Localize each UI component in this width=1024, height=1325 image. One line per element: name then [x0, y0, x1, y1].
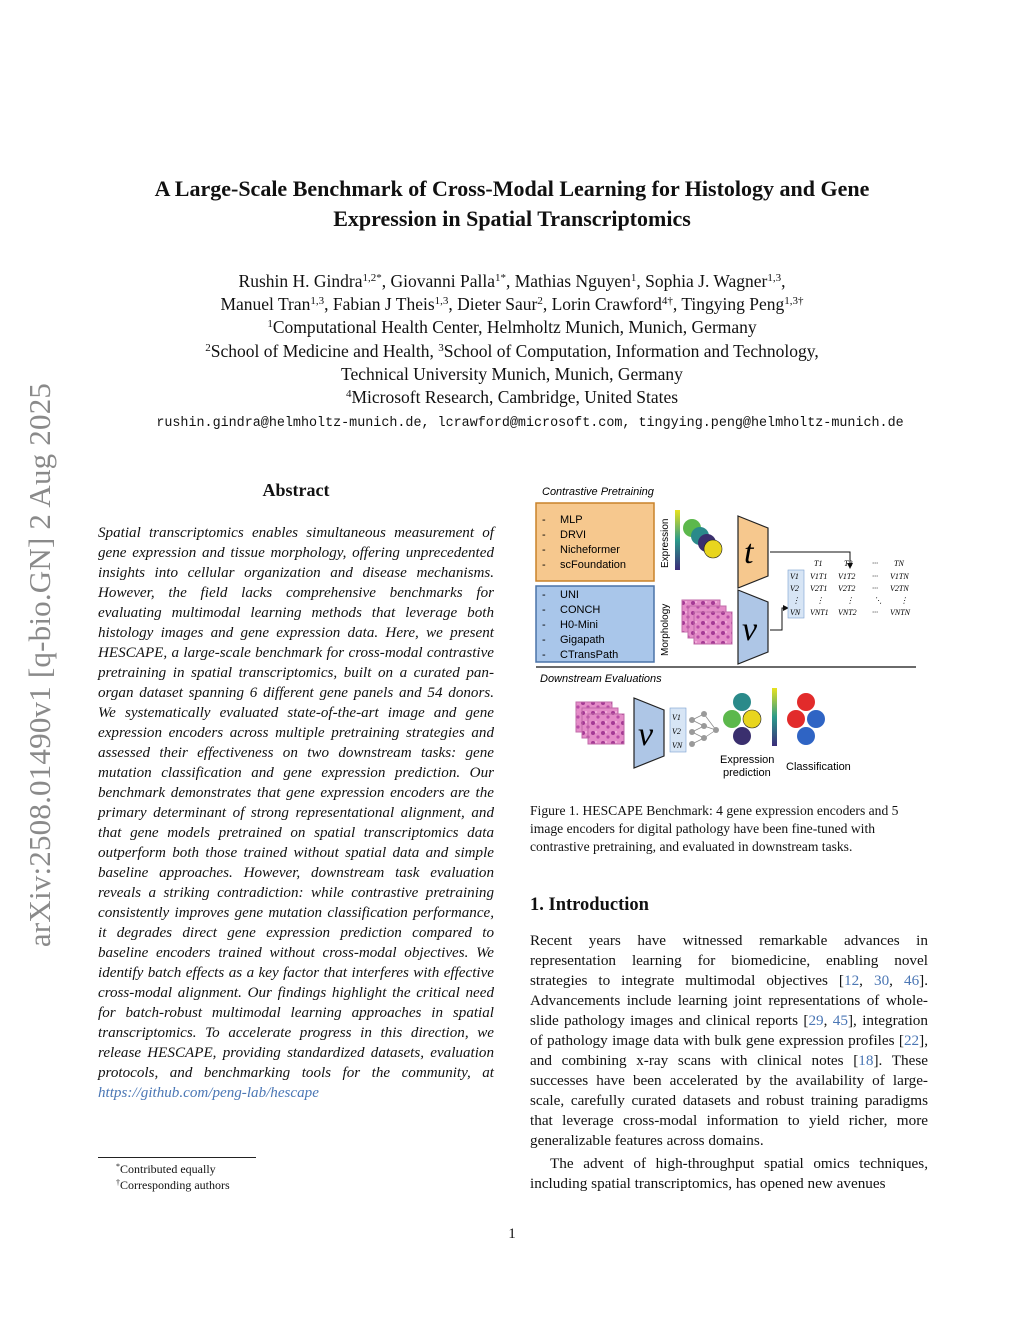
- author-name: Giovanni Palla: [390, 271, 495, 291]
- gene-bullet: -: [542, 529, 546, 541]
- author-name: Rushin H. Gindra: [238, 271, 363, 291]
- mlp-node: [689, 729, 695, 735]
- figure-1-caption: Figure 1. HESCAPE Benchmark: 4 gene expression encoders and 5 image encoders for digital pathology have been fine-tuned with contrastive pretraining, and evaluated in downstream tasks.: [530, 803, 899, 854]
- class-circle: [797, 693, 815, 711]
- affiliation-4: $^4$Microsoft Research, Cambridge, United States: [345, 387, 679, 408]
- v-arrow: [770, 608, 788, 630]
- citation-link[interactable]: 30: [873, 972, 890, 989]
- expression-prediction-label-2: prediction: [723, 767, 771, 779]
- author-name: Dieter Saur: [457, 294, 538, 315]
- tissue-patch: [694, 612, 732, 644]
- author-name: Fabian J Theis: [332, 294, 435, 315]
- citation-link[interactable]: 12: [843, 972, 860, 989]
- image-encoder-item: CTransPath: [560, 649, 619, 661]
- prediction-colorbar: [772, 688, 777, 746]
- image-encoder-item: CONCH: [560, 604, 601, 616]
- gene-encoder-item: scFoundation: [560, 559, 627, 571]
- matrix-cell: ···: [872, 608, 878, 617]
- downstream-evaluations-label: Downstream Evaluations: [540, 673, 662, 685]
- matrix-col-header: ···: [872, 559, 878, 568]
- gene-bullet: -: [542, 559, 546, 571]
- title-line-2: Expression in Spatial Transcriptomics: [333, 206, 691, 231]
- image-encoder-item: H0-Mini: [560, 619, 598, 631]
- author-affil: 1: [630, 272, 637, 284]
- gene-encoder-item: MLP: [560, 514, 583, 526]
- image-bullet: -: [542, 619, 546, 631]
- author-mark: *: [500, 272, 506, 284]
- expression-prediction-label-1: Expression: [720, 754, 775, 766]
- author-name: Manuel Tran: [220, 294, 311, 315]
- matrix-row-header: V2: [790, 584, 799, 593]
- intro-paragraph-1: Recent years have witnessed remarkable advances in representation learning for biomedicine, enabling novel strategies to integrate multimodal objectives [12, 30, 46]. Advancements include learning joint representations of whole-slide pathology images and clinical reports [29, 45], integration of pathology image data with bulk gene expression profiles [22], and combining x-ray scans with clinical notes [18]. These successes have been accelerated by the availability of large-scale, carefully curated datasets and robust training paradigms that leverage cross-modal information to yield richer, more generalizable features across domains.: [530, 932, 929, 1149]
- matrix-col-header: T2: [844, 559, 853, 568]
- image-bullet: -: [542, 589, 546, 601]
- matrix-cell: V1T2: [838, 572, 856, 581]
- embedding-entry: V1: [672, 713, 681, 722]
- t-arrow: [770, 552, 853, 568]
- citation-link[interactable]: 45: [832, 1012, 848, 1029]
- downstream-v-label: v: [638, 716, 654, 753]
- author-block: [100, 270, 924, 409]
- footnote-2: †Corresponding authors: [116, 1178, 230, 1192]
- matrix-row-header: V1: [790, 572, 799, 581]
- footnotes: [116, 1161, 230, 1193]
- citation-link[interactable]: 46: [903, 972, 920, 989]
- arxiv-sidebar: [12, 355, 68, 975]
- citation-link[interactable]: 18: [858, 1052, 874, 1069]
- gene-encoder-item: Nicheformer: [560, 544, 620, 556]
- matrix-cell: ···: [872, 572, 878, 581]
- affiliation-1: $^1$Computational Health Center, Helmholtz Munich, Munich, Germany: [267, 317, 757, 338]
- prediction-circle: [733, 727, 751, 745]
- abstract-text: Spatial transcriptomics enables simultaneous measurement of gene expression and tissue morphology, offering unprecedented insights into cellular organization and disease mechanisms. However, the field lacks comprehensive benchmarks for evaluating multimodal learning methods that leverage both histology images and gene expression data. Here, we present HESCAPE, a large-scale benchmark for cross-modal contrastive pretraining in spatial transcriptomics, built on a curated pan-organ dataset spanning 6 different gene panels and 54 donors. We systematically evaluated state-of-the-art image and gene expression encoders across multiple pretraining strategies and assessed their effectiveness on two downstream tasks: gene mutation classification and gene expression prediction. Our benchmark demonstrates that gene expression encoders are the primary determinant of strong representational alignment, and that gene models pretrained on spatial transcriptomics data outperform both those trained without spatial data and simple baseline approaches. However, downstream task evaluation reveals a striking contradiction: while contrastive pretraining consistently improves gene mutation classification performance, it degrades direct gene expression prediction compared to baseline encoders trained without cross-modal objectives. We identify batch effects as a key factor that interferes with effective cross-modal alignment. Our findings highlight the critical need for batch-robust multimodal learning approaches in spatial transcriptomics. To accelerate progress in this direction, we release HESCAPE, providing standardized datasets, evaluation protocols, and benchmarking tools for the community, at: [98, 525, 494, 1081]
- footnote-1: *Contributed equally: [116, 1162, 216, 1176]
- mlp-node: [701, 723, 707, 729]
- author-affil: 1,2: [362, 272, 377, 284]
- image-bullet: -: [542, 604, 546, 616]
- author-affil: 1,3: [784, 295, 799, 308]
- gene-bullet: -: [542, 544, 546, 556]
- author-affil: 1,3: [310, 295, 325, 308]
- morphology-axis-label: Morphology: [660, 603, 671, 656]
- downstream-tissue-patch: [588, 714, 624, 744]
- matrix-col-header: T1: [814, 559, 823, 568]
- author-name: Mathias Nguyen: [514, 271, 631, 291]
- mlp-node: [713, 727, 719, 733]
- author-affil: 1,3: [434, 295, 449, 308]
- image-encoder-item: Gigapath: [560, 634, 605, 646]
- expression-axis-label: Expression: [660, 518, 671, 568]
- prediction-circle: [733, 693, 751, 711]
- abstract-heading: Abstract: [262, 480, 330, 500]
- page-number: 1: [508, 1226, 516, 1242]
- affiliation-3-cont: Technical University Munich, Munich, Germany: [341, 363, 683, 384]
- author-line-1: Rushin H. Gindra$^{1,2*}$, Giovanni Palla$^{1*}$, Mathias Nguyen$^1$, Sophia J. Wagner$^{1,3}$,: [238, 271, 786, 291]
- matrix-cell: VNT2: [838, 608, 857, 617]
- paper-title: [100, 174, 924, 234]
- encoder-v-label: v: [742, 611, 758, 648]
- matrix-cell: ⋮: [846, 596, 854, 605]
- matrix-col-header: TN: [894, 559, 904, 568]
- citation-link[interactable]: 22: [903, 1032, 920, 1049]
- class-circle: [807, 710, 825, 728]
- matrix-cell: V1TN: [890, 572, 909, 581]
- expression-colorbar: [675, 510, 680, 570]
- mlp-node: [701, 735, 707, 741]
- matrix-cell: ⋮: [816, 596, 824, 605]
- matrix-cell: VNT1: [810, 608, 829, 617]
- image-bullet: -: [542, 649, 546, 661]
- intro-paragraph-2: The advent of high-throughput spatial omics techniques, including spatial transcriptomics, has opened new avenues: [530, 1155, 928, 1192]
- matrix-row-header: ⋮: [792, 596, 800, 605]
- image-encoder-item: UNI: [560, 589, 579, 601]
- matrix-cell: V2TN: [890, 584, 909, 593]
- image-bullet: -: [542, 634, 546, 646]
- introduction-body: [530, 931, 928, 1194]
- figure-1-diagram: [530, 480, 926, 790]
- matrix-row-header: VN: [790, 608, 801, 617]
- embedding-entry: V2: [672, 727, 681, 736]
- mlp-node: [701, 711, 707, 717]
- author-name: Tingying Peng: [681, 294, 785, 315]
- gene-bullet: -: [542, 514, 546, 526]
- author-mark: *: [376, 272, 382, 284]
- class-circle: [787, 710, 805, 728]
- gene-encoder-item: DRVI: [560, 529, 587, 541]
- author-affil: 4: [661, 295, 668, 308]
- classification-label: Classification: [786, 761, 851, 773]
- author-name: Lorin Crawford: [551, 294, 662, 315]
- title-line-1: A Large-Scale Benchmark of Cross-Modal Learning for Histology and Gene: [154, 176, 870, 201]
- class-circle: [797, 727, 815, 745]
- matrix-cell: VNTN: [890, 608, 911, 617]
- expression-circle: [704, 540, 722, 558]
- footnote-divider: [98, 1157, 256, 1158]
- abstract-body: [98, 523, 494, 1103]
- author-name: Sophia J. Wagner: [645, 271, 768, 291]
- author-mark: †: [798, 295, 804, 308]
- mlp-node: [689, 717, 695, 723]
- matrix-cell: ⋱: [874, 596, 882, 605]
- contrastive-pretraining-label: Contrastive Pretraining: [542, 486, 654, 498]
- prediction-circle: [723, 710, 741, 728]
- prediction-circle: [743, 710, 761, 728]
- author-affil: 1,3: [767, 272, 782, 284]
- citation-link[interactable]: 29: [808, 1012, 824, 1029]
- mlp-node: [689, 741, 695, 747]
- author-emails: rushin.gindra@helmholtz-munich.de, lcrawford@microsoft.com, tingying.peng@helmholtz-munich.de: [156, 416, 904, 431]
- embedding-entry: VN: [672, 741, 683, 750]
- matrix-cell: V1T1: [810, 572, 828, 581]
- author-affil: 1: [494, 272, 501, 284]
- matrix-cell: ⋮: [900, 596, 908, 605]
- encoder-t-label: t: [744, 534, 754, 571]
- introduction-heading: 1. Introduction: [530, 895, 649, 915]
- figure-1: [530, 480, 926, 790]
- github-link[interactable]: https://github.com/peng-lab/hescape: [98, 1085, 319, 1101]
- author-mark: †: [667, 295, 673, 308]
- matrix-cell: ···: [872, 584, 878, 593]
- affiliation-2-3: $^2$School of Medicine and Health, $^3$School of Computation, Information and Technology,: [205, 340, 819, 361]
- arxiv-identifier: arXiv:2508.01490v1 [q-bio.GN] 2 Aug 2025: [22, 382, 57, 948]
- author-affil: 2: [537, 295, 543, 308]
- matrix-cell: V2T1: [810, 584, 828, 593]
- author-line-2: Manuel Tran$^{1,3}$, Fabian J Theis$^{1,3}$, Dieter Saur$^2$, Lorin Crawford$^{4\dagger}$, Tingying Peng$^{1,3\dagger}$: [220, 294, 804, 315]
- matrix-cell: V2T2: [838, 584, 856, 593]
